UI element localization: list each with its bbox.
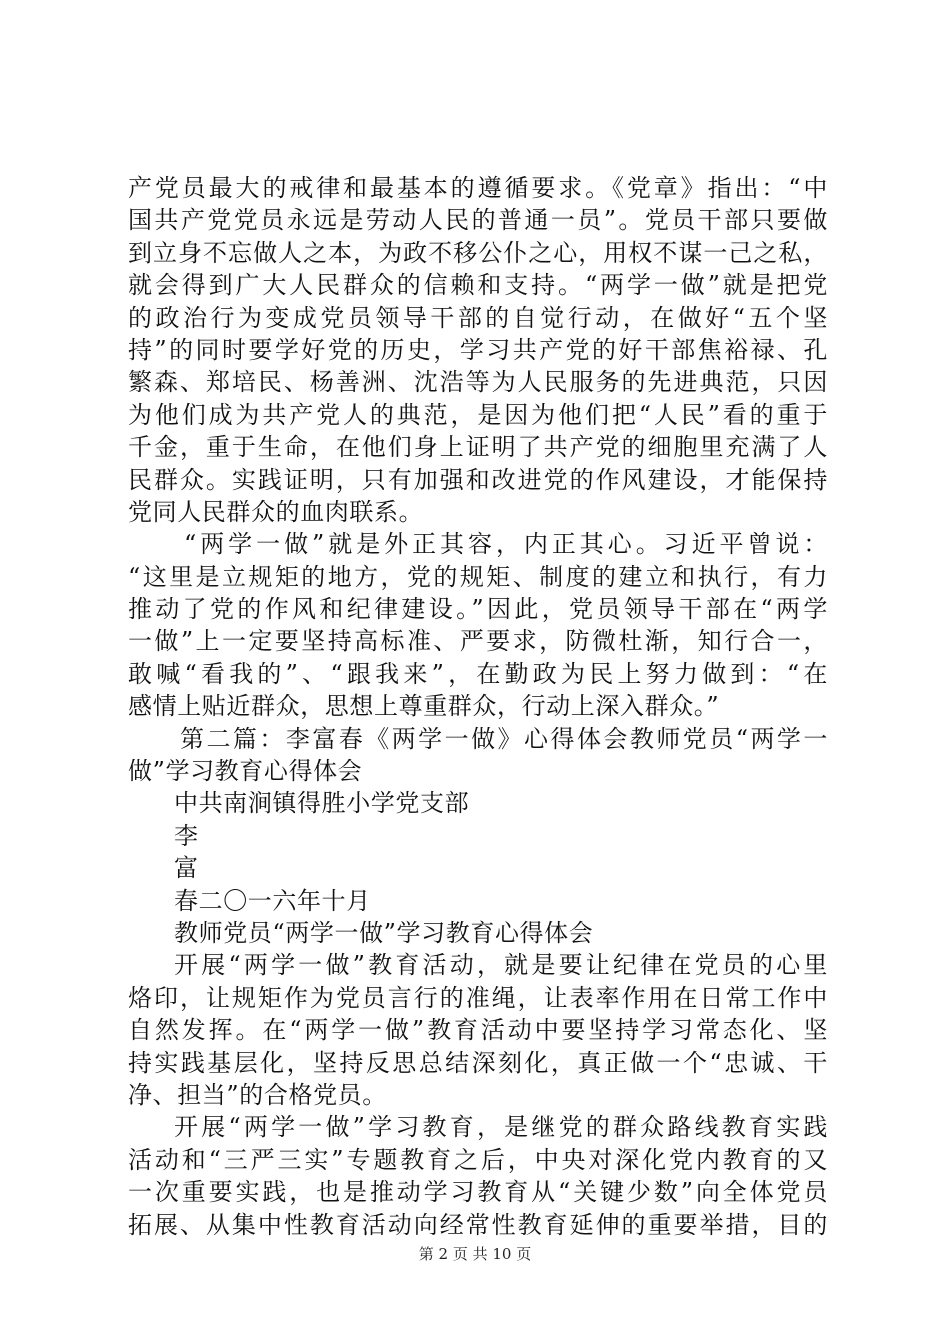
text-line: “两学一做”就是外正其容，内正其心。习近平曾说： (184, 530, 828, 559)
text-line: 的政治行为变成党员领导干部的自觉行动，在做好“五个坚 (128, 303, 828, 332)
text-line: 李 (174, 821, 199, 850)
text-line: 到立身不忘做人之本，为政不移公仆之心，用权不谋一己之私， (128, 238, 828, 267)
text-line: 持”的同时要学好党的历史，学习共产党的好干部焦裕禄、孔 (128, 335, 828, 364)
text-line: 春二〇一六年十月 (174, 886, 371, 915)
text-line: 民群众。实践证明，只有加强和改进党的作风建设，才能保持 (128, 465, 828, 494)
text-line: 一次重要实践，也是推动学习教育从“关键少数”向全体党员 (128, 1178, 828, 1207)
text-line: 教师党员“两学一做”学习教育心得体会 (174, 918, 594, 947)
text-line: 国共产党党员永远是劳动人民的普通一员”。党员干部只要做 (128, 206, 828, 235)
text-line: 自然发挥。在“两学一做”教育活动中要坚持学习常态化、坚 (128, 1016, 828, 1045)
document-body (128, 172, 828, 1241)
text-line: 拓展、从集中性教育活动向经常性教育延伸的重要举措，目的 (128, 1210, 828, 1239)
text-line: 繁森、郑培民、杨善洲、沈浩等为人民服务的先进典范，只因 (128, 368, 828, 397)
text-line: 第二篇：李富春《两学一做》心得体会教师党员“两学一 (180, 724, 828, 753)
text-line: 开展“两学一做”学习教育，是继党的群众路线教育实践 (174, 1113, 828, 1142)
text-line: 就会得到广大人民群众的信赖和支持。“两学一做”就是把党 (128, 271, 828, 300)
text-line: 千金，重于生命，在他们身上证明了共产党的细胞里充满了人 (128, 433, 828, 462)
text-line: 党同人民群众的血肉联系。 (128, 497, 424, 526)
text-line: 一做”上一定要坚持高标准、严要求，防微杜渐，知行合一， (128, 627, 828, 656)
text-line: 富 (174, 854, 199, 883)
text-line: 推动了党的作风和纪律建设。”因此，党员领导干部在“两学 (128, 595, 828, 624)
text-line: 感情上贴近群众，思想上尊重群众，行动上深入群众。” (128, 692, 720, 721)
text-line: “这里是立规矩的地方，党的规矩、制度的建立和执行，有力 (128, 562, 828, 591)
text-line: 产党员最大的戒律和最基本的遵循要求。《党章》指出：“中 (128, 174, 828, 202)
text-line: 中共南涧镇得胜小学党支部 (174, 789, 470, 818)
text-line: 活动和“三严三实”专题教育之后，中央对深化党内教育的又 (128, 1145, 828, 1174)
text-line: 持实践基层化，坚持反思总结深刻化，真正做一个“忠诚、干 (128, 1048, 828, 1077)
text-line: 开展“两学一做”教育活动，就是要让纪律在党员的心里 (174, 951, 828, 980)
text-line: 净、担当”的合格党员。 (128, 1080, 387, 1109)
page-footer: 第 2 页 共 10 页 (418, 1245, 532, 1263)
text-line: 烙印，让规矩作为党员言行的准绳，让表率作用在日常工作中 (128, 983, 828, 1012)
text-line: 敢喊“看我的”、“跟我来”，在勤政为民上努力做到：“在 (128, 659, 828, 688)
text-line: 做”学习教育心得体会 (128, 757, 363, 786)
text-line: 为他们成为共产党人的典范，是因为他们把“人民”看的重于 (128, 400, 828, 429)
